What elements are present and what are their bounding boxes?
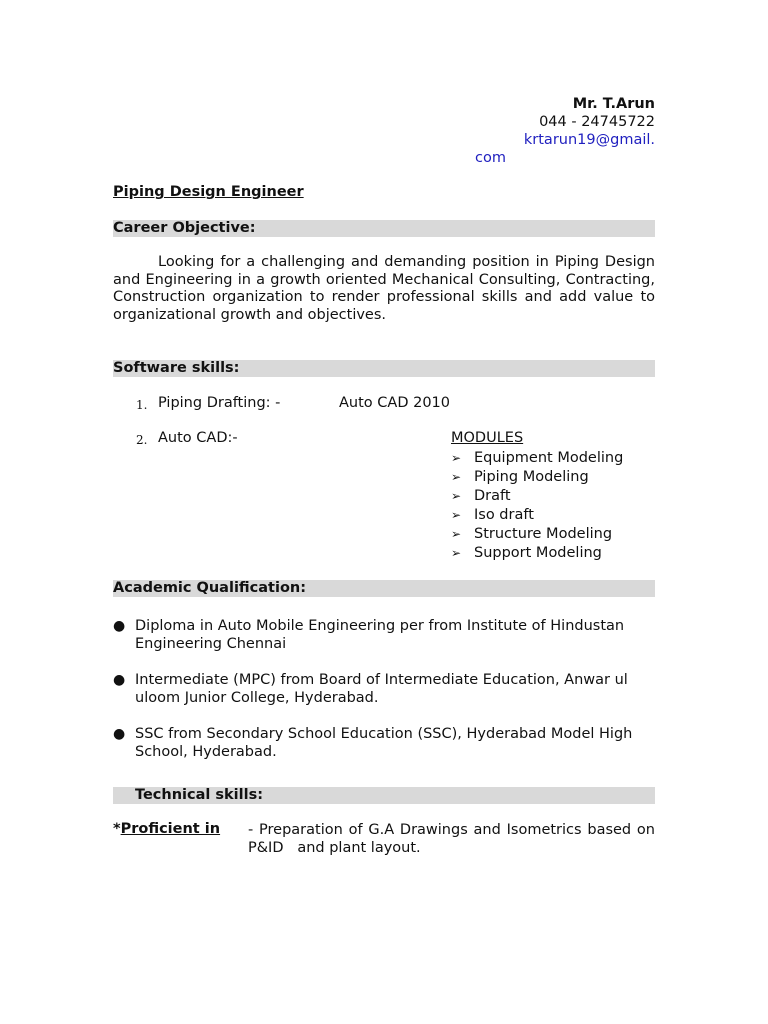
bullet-dot-icon: ● bbox=[113, 726, 126, 742]
arrowhead-right-icon: ➢ bbox=[451, 527, 462, 541]
phone-number: 044 - 24745722 bbox=[539, 114, 655, 130]
email-link-part2[interactable]: com bbox=[475, 150, 506, 166]
module-item: ➢ Piping Modeling bbox=[451, 469, 589, 485]
arrowhead-right-icon: ➢ bbox=[451, 470, 462, 484]
arrowhead-right-icon: ➢ bbox=[451, 508, 462, 522]
email-link-part1[interactable]: krtarun19@gmail. bbox=[523, 132, 655, 148]
module-item: ➢ Support Modeling bbox=[451, 545, 602, 561]
proficient-in-text: Proficient in bbox=[120, 821, 221, 837]
software-item-2-label: Auto CAD:- bbox=[158, 430, 238, 446]
section-software-skills: Software skills: bbox=[113, 360, 655, 377]
asterisk-marker: * bbox=[113, 821, 121, 837]
software-item-1-value: Auto CAD 2010 bbox=[339, 395, 450, 411]
objective-paragraph bbox=[113, 254, 655, 325]
software-item-1-number: 1. bbox=[136, 398, 148, 412]
role-title: Piping Design Engineer bbox=[113, 184, 304, 200]
bullet-dot-icon: ● bbox=[113, 672, 126, 688]
academic-item: ● Intermediate (MPC) from Board of Intermediate Education, Anwar ul uloom Junior College, Hyderabad. bbox=[113, 672, 628, 706]
module-item: ➢ Draft bbox=[451, 488, 511, 504]
section-technical: Technical skills: bbox=[113, 787, 655, 804]
objective-text: Looking for a challenging and demanding position in Piping Design and Engineering in a growth oriented Mechanical Consulting, Contracting, Construction organization to render professional skills and add value to organizational growth and objectives. bbox=[113, 254, 655, 324]
arrowhead-right-icon: ➢ bbox=[451, 451, 462, 465]
academic-item: ● SSC from Secondary School Education (SSC), Hyderabad Model High School, Hyderabad. bbox=[113, 726, 633, 760]
section-academic: Academic Qualification: bbox=[113, 580, 655, 597]
modules-heading: MODULES bbox=[451, 430, 524, 446]
bullet-dot-icon: ● bbox=[113, 618, 126, 634]
section-career-objective: Career Objective: bbox=[113, 220, 655, 237]
module-item: ➢ Structure Modeling bbox=[451, 526, 613, 542]
module-item: ➢ Iso draft bbox=[451, 507, 534, 523]
software-item-2-number: 2. bbox=[136, 433, 148, 447]
module-item: ➢ Equipment Modeling bbox=[451, 450, 624, 466]
proficient-in-description: - Preparation of G.A Drawings and Isometrics based on P&ID and plant layout. bbox=[248, 822, 660, 856]
arrowhead-right-icon: ➢ bbox=[451, 489, 462, 503]
candidate-name: Mr. T.Arun bbox=[572, 96, 655, 112]
arrowhead-right-icon: ➢ bbox=[451, 546, 462, 560]
modules-list bbox=[451, 449, 623, 563]
software-item-1-label: Piping Drafting: - bbox=[158, 395, 281, 411]
proficient-in-label bbox=[113, 821, 220, 837]
academic-item: ● Diploma in Auto Mobile Engineering per from Institute of Hindustan Engineering Chennai bbox=[113, 618, 625, 652]
